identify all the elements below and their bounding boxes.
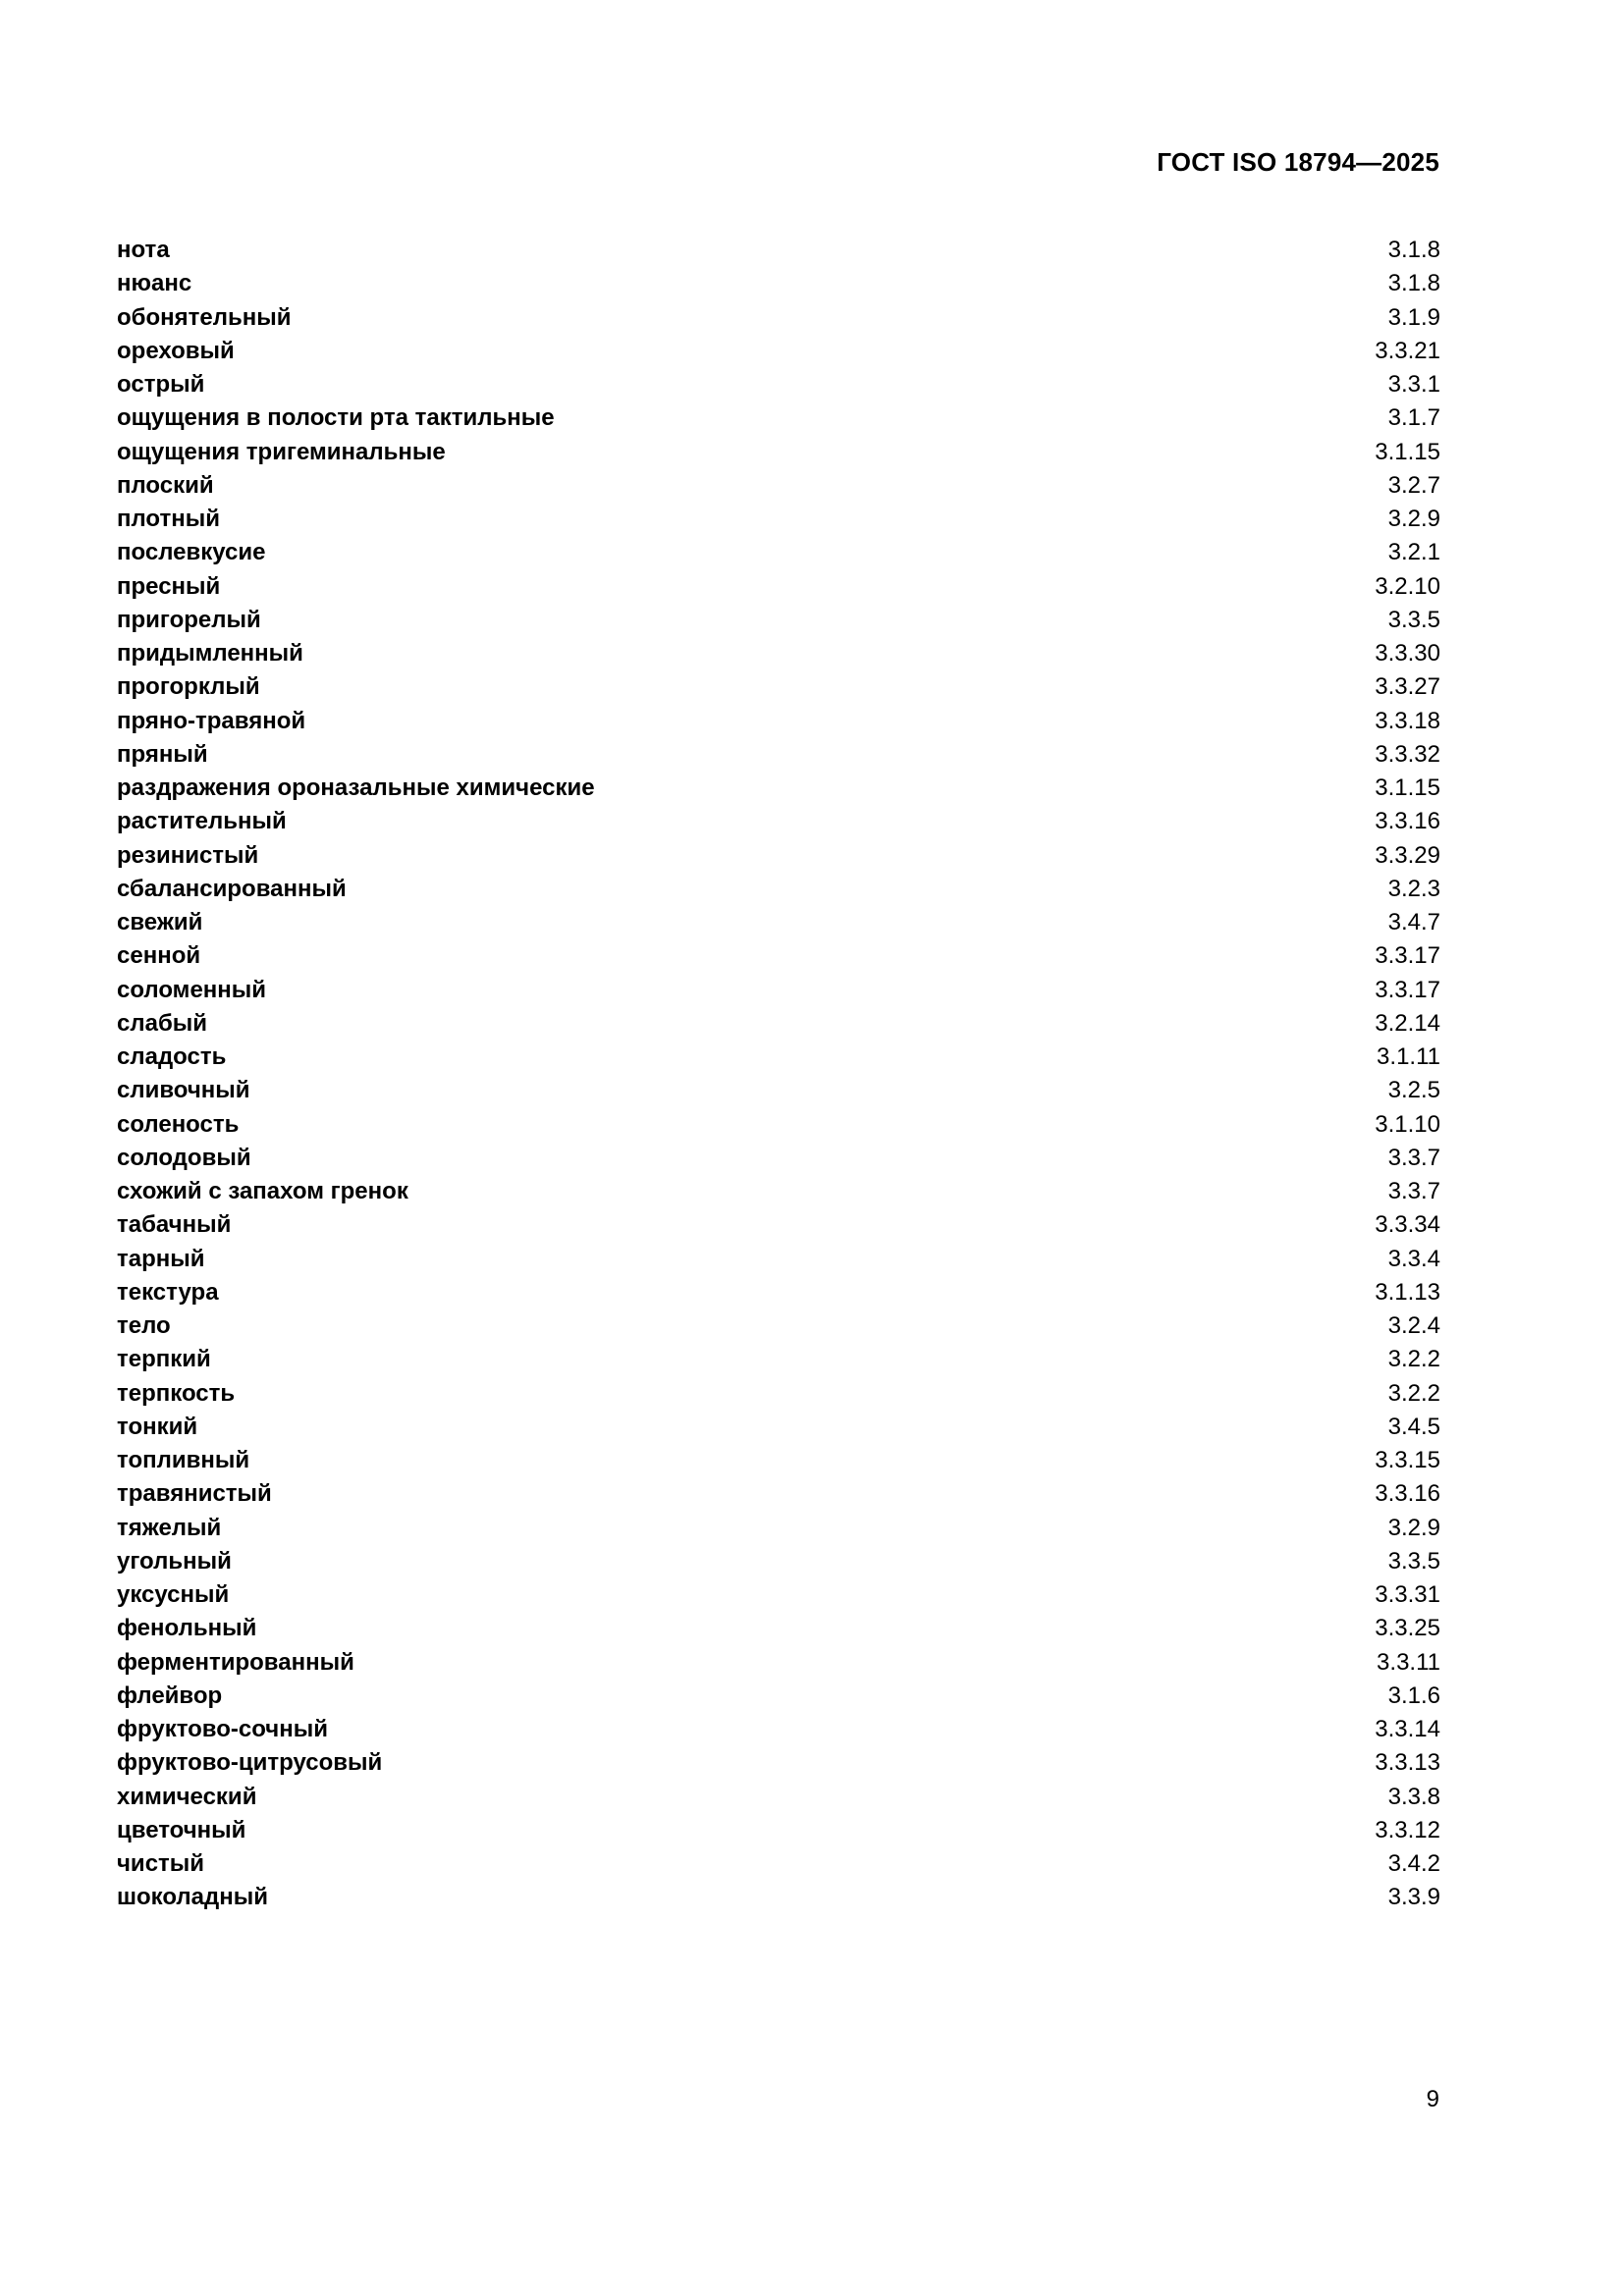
index-reference: 3.2.9: [1387, 506, 1440, 532]
index-entry: [117, 873, 1440, 906]
index-entry: [117, 536, 1440, 569]
index-term: терпкий: [117, 1346, 211, 1373]
index-reference: 3.3.12: [1375, 1816, 1440, 1843]
index-entry: [117, 1781, 1440, 1814]
index-entry: [117, 939, 1440, 973]
index-entry: [117, 805, 1440, 838]
index-reference: 3.3.7: [1387, 1144, 1440, 1171]
index-term: терпкость: [117, 1379, 236, 1407]
index-reference: 3.1.6: [1387, 1682, 1440, 1709]
index-term: ощущения в полости рта тактильные: [117, 404, 555, 432]
index-entry: [117, 1309, 1440, 1343]
index-reference: 3.3.27: [1375, 673, 1440, 701]
index-reference: 3.3.29: [1375, 841, 1440, 869]
index-term: слабый: [117, 1009, 208, 1037]
index-term: обонятельный: [117, 303, 292, 331]
index-entry: [117, 503, 1440, 536]
index-entry: [117, 1208, 1440, 1242]
index-reference: 3.3.25: [1375, 1615, 1440, 1642]
index-term: пригорелый: [117, 606, 261, 633]
index-entry: [117, 604, 1440, 637]
index-reference: 3.1.8: [1387, 237, 1440, 263]
index-term: острый: [117, 371, 205, 398]
index-term: чистый: [117, 1850, 205, 1877]
index-reference: 3.4.7: [1387, 909, 1440, 935]
index-term: пряный: [117, 740, 208, 768]
index-term: текстура: [117, 1278, 219, 1306]
index-reference: 3.3.5: [1387, 1547, 1440, 1575]
index-reference: 3.3.14: [1375, 1716, 1440, 1742]
index-entry: [117, 1142, 1440, 1175]
index-term: фенольный: [117, 1615, 257, 1642]
index-entry: [117, 1680, 1440, 1713]
index-entry: [117, 234, 1440, 267]
index-reference: 3.2.4: [1387, 1312, 1440, 1339]
index-reference: 3.1.10: [1375, 1110, 1440, 1138]
index-reference: 3.3.7: [1387, 1178, 1440, 1204]
index-entry: [117, 436, 1440, 469]
index-entry: [117, 267, 1440, 300]
index-term: растительный: [117, 808, 287, 835]
index-term: сбалансированный: [117, 875, 347, 902]
index-reference: 3.2.9: [1387, 1514, 1440, 1541]
index-entry: [117, 1578, 1440, 1612]
index-entry: [117, 1041, 1440, 1074]
index-reference: 3.1.8: [1387, 270, 1440, 297]
index-term: табачный: [117, 1211, 232, 1239]
document-header: ГОСТ ISO 18794—2025: [1157, 147, 1439, 177]
index-term: послевкусие: [117, 539, 266, 566]
index-entry: [117, 301, 1440, 335]
index-reference: 3.2.2: [1387, 1346, 1440, 1373]
index-reference: 3.3.18: [1375, 707, 1440, 734]
index-reference: 3.2.14: [1375, 1009, 1440, 1037]
index-entry: [117, 839, 1440, 873]
index-term: пресный: [117, 572, 221, 600]
index-entry: [117, 1444, 1440, 1477]
index-entry: [117, 1847, 1440, 1881]
index-entry: [117, 1074, 1440, 1107]
index-reference: 3.3.17: [1375, 976, 1440, 1003]
index-reference: 3.1.15: [1375, 438, 1440, 465]
index-entry: [117, 1276, 1440, 1309]
index-reference: 3.3.1: [1387, 371, 1440, 398]
index-entry: [117, 1545, 1440, 1578]
index-term: сенной: [117, 942, 201, 970]
index-entry: [117, 1175, 1440, 1208]
index-entry: [117, 1746, 1440, 1780]
index-term: ощущения тригеминальные: [117, 438, 446, 465]
index-term: топливный: [117, 1447, 250, 1473]
index-entry: [117, 974, 1440, 1007]
alphabetical-index: [117, 234, 1440, 1915]
index-entry: [117, 1243, 1440, 1276]
index-term: соленость: [117, 1110, 240, 1138]
index-entry: [117, 1646, 1440, 1680]
index-entry: [117, 670, 1440, 704]
index-term: химический: [117, 1783, 257, 1810]
index-term: флейвор: [117, 1682, 223, 1709]
index-entry: [117, 705, 1440, 738]
index-entry: [117, 469, 1440, 503]
index-reference: 3.3.8: [1387, 1783, 1440, 1810]
index-reference: 3.1.15: [1375, 774, 1440, 801]
index-entry: [117, 1477, 1440, 1511]
index-reference: 3.1.11: [1377, 1043, 1440, 1070]
index-term: прогорклый: [117, 673, 260, 701]
index-entry: [117, 1377, 1440, 1411]
index-entry: [117, 1713, 1440, 1746]
index-term: угольный: [117, 1547, 232, 1575]
index-reference: 3.2.3: [1387, 875, 1440, 902]
index-term: придымленный: [117, 640, 303, 667]
index-reference: 3.1.7: [1387, 404, 1440, 432]
index-term: фруктово-сочный: [117, 1716, 328, 1742]
index-term: сладость: [117, 1043, 227, 1070]
index-term: свежий: [117, 909, 203, 935]
index-term: пряно-травяной: [117, 707, 306, 734]
index-reference: 3.3.16: [1375, 1480, 1440, 1508]
index-reference: 3.3.21: [1375, 337, 1440, 364]
index-reference: 3.3.31: [1375, 1581, 1440, 1608]
index-term: тело: [117, 1312, 171, 1339]
index-reference: 3.3.15: [1375, 1447, 1440, 1473]
index-term: тарный: [117, 1245, 205, 1272]
index-term: цветочный: [117, 1816, 246, 1843]
index-term: ферментированный: [117, 1648, 354, 1676]
index-reference: 3.3.11: [1377, 1648, 1440, 1676]
index-term: сливочный: [117, 1077, 250, 1104]
index-reference: 3.2.10: [1375, 572, 1440, 600]
index-term: раздражения ороназальные химические: [117, 774, 595, 801]
index-reference: 3.4.2: [1387, 1850, 1440, 1877]
index-reference: 3.2.5: [1387, 1077, 1440, 1104]
index-term: травянистый: [117, 1480, 272, 1508]
index-reference: 3.3.4: [1387, 1245, 1440, 1272]
index-reference: 3.3.34: [1375, 1211, 1440, 1239]
index-term: плоский: [117, 471, 214, 499]
index-term: тяжелый: [117, 1514, 222, 1541]
index-entry: [117, 637, 1440, 670]
index-entry: [117, 1343, 1440, 1376]
index-entry: [117, 368, 1440, 401]
index-entry: [117, 906, 1440, 939]
index-reference: 3.3.13: [1375, 1749, 1440, 1777]
index-reference: 3.3.17: [1375, 942, 1440, 970]
index-entry: [117, 1881, 1440, 1914]
index-reference: 3.1.9: [1387, 303, 1440, 331]
index-term: фруктово-цитрусовый: [117, 1749, 383, 1777]
index-entry: [117, 570, 1440, 604]
index-entry: [117, 401, 1440, 435]
index-entry: [117, 1007, 1440, 1041]
index-reference: 3.3.30: [1375, 640, 1440, 667]
index-reference: 3.3.9: [1387, 1884, 1440, 1911]
index-entry: [117, 1612, 1440, 1645]
index-term: тонкий: [117, 1413, 198, 1440]
index-entry: [117, 1108, 1440, 1142]
index-term: резинистый: [117, 841, 259, 869]
index-entry: [117, 738, 1440, 772]
index-term: плотный: [117, 506, 220, 532]
index-entry: [117, 1814, 1440, 1847]
index-term: уксусный: [117, 1581, 230, 1608]
index-term: соломенный: [117, 976, 267, 1003]
index-entry: [117, 335, 1440, 368]
index-reference: 3.4.5: [1387, 1413, 1440, 1440]
index-entry: [117, 1411, 1440, 1444]
index-term: ореховый: [117, 337, 235, 364]
index-reference: 3.2.7: [1387, 471, 1440, 499]
page-number: 9: [1426, 2086, 1439, 2112]
index-term: нюанс: [117, 270, 192, 297]
index-term: схожий с запахом гренок: [117, 1178, 408, 1204]
index-entry: [117, 1512, 1440, 1545]
index-reference: 3.2.1: [1387, 539, 1440, 566]
index-reference: 3.1.13: [1375, 1278, 1440, 1306]
index-reference: 3.2.2: [1387, 1379, 1440, 1407]
index-reference: 3.3.5: [1387, 606, 1440, 633]
index-reference: 3.3.32: [1375, 740, 1440, 768]
index-term: солодовый: [117, 1144, 251, 1171]
index-term: шоколадный: [117, 1884, 268, 1911]
index-entry: [117, 772, 1440, 805]
index-term: нота: [117, 237, 170, 263]
index-reference: 3.3.16: [1375, 808, 1440, 835]
